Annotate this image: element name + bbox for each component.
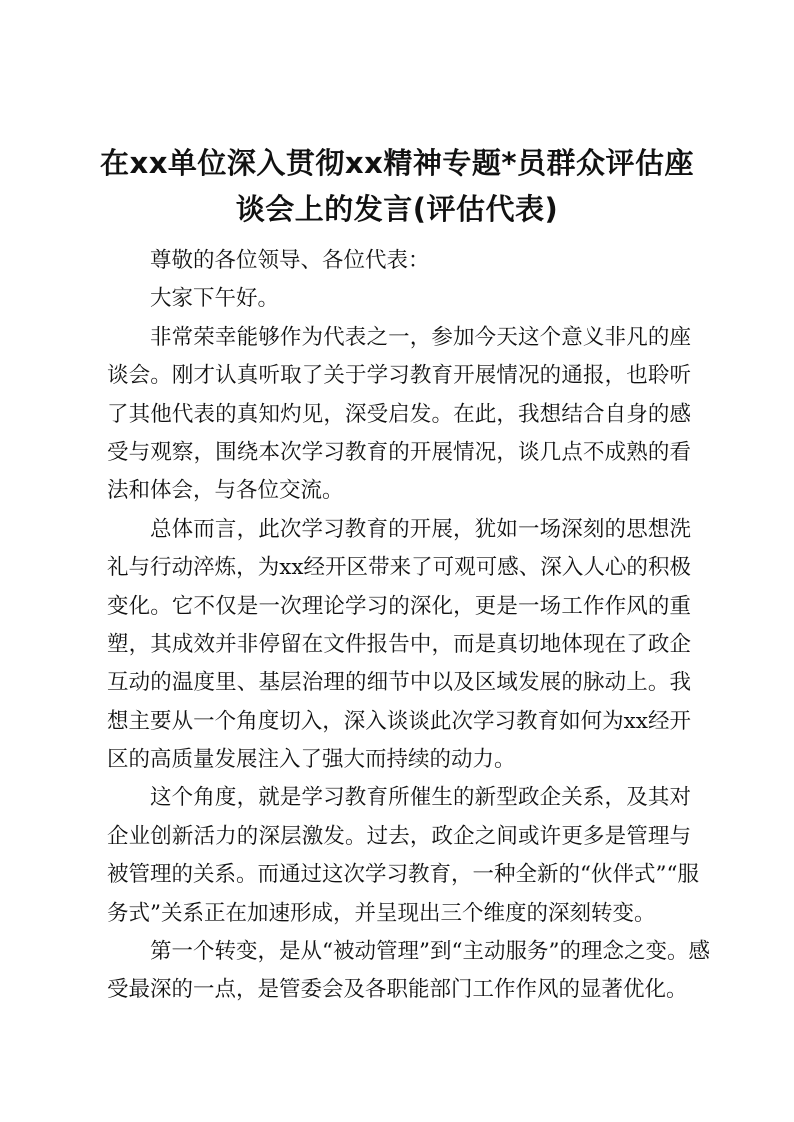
paragraph-opening [107, 319, 691, 511]
document-body [107, 242, 710, 1010]
body-line: 想主要从一个角度切入，深入谈谈此次学习教育如何为xx经开 [107, 708, 691, 734]
title-line: 在xx单位深入贯彻xx精神专题*员群众评估座 [100, 146, 694, 180]
body-line: 总体而言，此次学习教育的开展，犹如一场深刻的思想洗 [150, 516, 691, 542]
body-line: 这个角度，就是学习教育所催生的新型政企关系，及其对 [150, 785, 691, 811]
paragraph-first-change [107, 933, 710, 1010]
body-line: 变化。它不仅是一次理论学习的深化，更是一场工作作风的重 [107, 593, 691, 619]
body-line: 尊敬的各位领导、各位代表： [150, 248, 430, 273]
body-line: 企业创新活力的深层激发。过去，政企之间或许更多是管理与 [107, 823, 691, 849]
body-line: 互动的温度里、基层治理的细节中以及区域发展的脉动上。我 [107, 670, 691, 696]
body-line: 法和体会，与各位交流。 [107, 478, 344, 504]
title-line: 谈会上的发言(评估代表) [235, 192, 559, 226]
paragraph-angle [107, 779, 699, 933]
document-title [60, 140, 734, 232]
body-line: 区的高质量发展注入了强大而持续的动力。 [107, 747, 516, 773]
body-line: 了其他代表的真知灼见，深受启发。在此，我想结合自身的感 [107, 401, 691, 427]
paragraph-greeting [107, 280, 691, 318]
paragraph-overview [107, 511, 691, 780]
body-line: 谈会。刚才认真听取了关于学习教育开展情况的通报，也聆听 [107, 363, 691, 389]
body-line: 非常荣幸能够作为代表之一，参加今天这个意义非凡的座 [150, 324, 691, 350]
paragraph-salutation [107, 242, 691, 280]
body-line: 礼与行动淬炼，为xx经开区带来了可观可感、深入人心的积极 [107, 555, 691, 581]
body-line: 第一个转变，是从“被动管理”到“主动服务”的理念之变。感 [150, 939, 710, 965]
body-line: 受与观察，围绕本次学习教育的开展情况，谈几点不成熟的看 [107, 439, 691, 465]
body-line: 务式”关系正在加速形成，并呈现出三个维度的深刻转变。 [107, 900, 656, 926]
body-line: 塑，其成效并非停留在文件报告中，而是真切地体现在了政企 [107, 631, 691, 657]
body-line: 受最深的一点，是管委会及各职能部门工作作风的显著优化。 [107, 977, 688, 1003]
body-line: 大家下午好。 [150, 286, 280, 312]
body-line: 被管理的关系。而通过这次学习教育，一种全新的“伙伴式”“服 [107, 862, 699, 888]
